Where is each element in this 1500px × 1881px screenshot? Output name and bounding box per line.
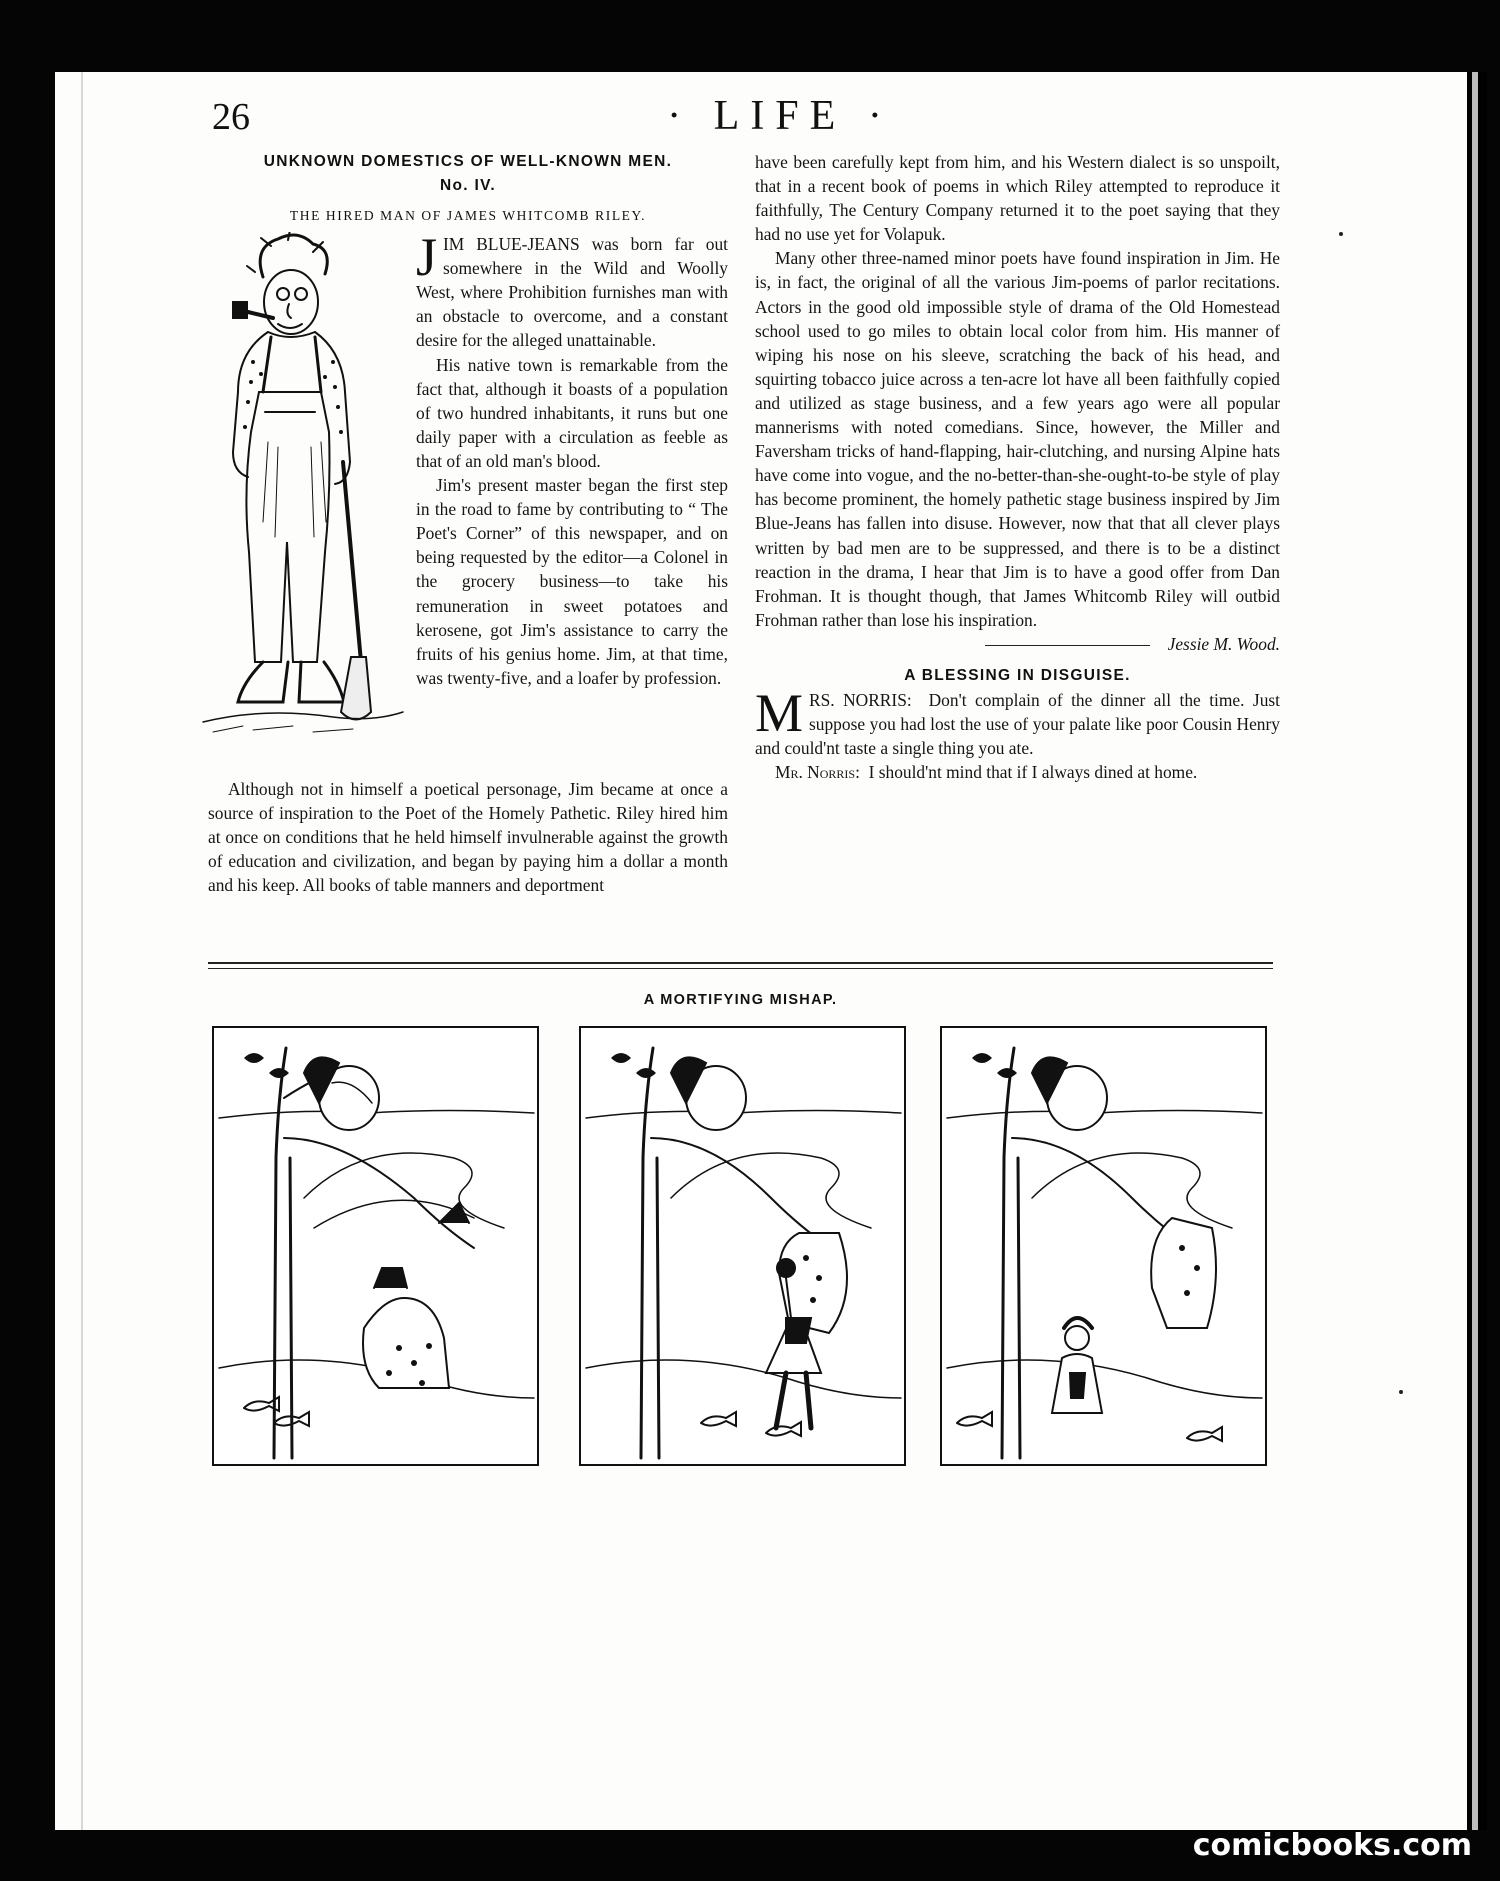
comic-panel-1-drawing: [214, 1028, 537, 1464]
speaker-mr-norris: Mr. Norris:: [775, 762, 860, 783]
article-headline: UNKNOWN DOMESTICS OF WELL-KNOWN MEN.: [263, 153, 673, 170]
print-speck: [1399, 1390, 1403, 1394]
blessing-headline: A BLESSING IN DISGUISE.: [904, 666, 1131, 684]
dialogue-text: I should'nt mind that if I always dined at home.: [868, 762, 1198, 783]
comic-panel-2: [579, 1026, 906, 1466]
article-number: No. IV.: [440, 177, 496, 194]
article-paragraph: Many other three-named minor poets have found inspiration in Jim. He is, in fact, the original of all the various Jim-poems of parlor recitations. Actors in the good old impossible style of drama of the Old Homestead school used to go miles to obtain local color from him. His manner of wiping his nose on his sleeve, scratching the back of his head, and squirting tobacco juice across a ten-acre lot have all been faithfully copied and utilized as stage business, and a few years ago were all popular mannerisms with noted comedians. Since, however, the Miller and Faversham tricks of hand-flapping, hair-clutching, and nursing Alpine hats have come into vogue, and the no-better-than-she-ought-to-be style of play has become prominent, the homely pathetic stage business inspired by Jim Blue-Jeans has fallen into disuse. However, now that that all clever plays written by bad men are to be suppressed, and there is to be a distinct reaction in the drama, I hear that Jim is to have a good offer from Dan Frohman. It is thought though, that James Whitcomb Riley will outbid Frohman rather than lose his inspiration.: [755, 248, 1280, 630]
article-subhead: THE HIRED MAN OF JAMES WHITCOMB RILEY.: [289, 208, 647, 223]
comic-panel-3: [940, 1026, 1267, 1466]
comic-panel-2-drawing: [581, 1028, 904, 1464]
print-speck: [1339, 232, 1343, 236]
hired-man-illustration: [193, 232, 408, 777]
section-divider-thin: [208, 968, 1273, 969]
article-column-right: [755, 150, 1280, 784]
author-signature: Jessie M. Wood.: [1167, 633, 1280, 654]
drop-cap: J: [416, 227, 438, 288]
speaker-mrs-norris: RS. NORRIS:: [809, 689, 912, 710]
drop-cap-m: M: [755, 682, 804, 743]
section-divider: [208, 962, 1273, 964]
article-column-left: [208, 150, 728, 898]
page-edge-line: [81, 72, 83, 1830]
dialogue-line-1: [755, 682, 1280, 760]
comic-panel-3-drawing: [942, 1028, 1265, 1464]
article-paragraph: Jim's present master began the first step in the road to fame by contributing to “ The Poet's Corner” of this newspaper, and on being requested by the editor—a Colonel in the grocery business—to take his remuneration in sweet potatoes and kerosene, got Jim's assistance to carry the fruits of his genius home. Jim, at that time, was twenty-five, and a loafer by profession.: [416, 475, 728, 688]
article-paragraph: have been carefully kept from him, and his Western dialect is so unspoilt, that in a recent book of poems in which Riley attempted to reproduce it faithfully, The Century Company returned it to the poet saying that they had no use yet for Volapuk.: [755, 152, 1280, 245]
comic-panel-1: [212, 1026, 539, 1466]
paragraph-text: IM BLUE-JEANS was born far out somewhere in the Wild and Woolly West, where Prohibition furnishes man with an obstacle to overcome, and a constant desire for the alleged unattainable.: [416, 234, 728, 351]
article-paragraph: Although not in himself a poetical personage, Jim became at once a source of inspiration to the Poet of the Homely Pathetic. Riley hired him at once on conditions that he held himself invulnerable against the growth of education and civilization, and began by paying him a dollar a month and his keep. All books of table manners and deportment: [208, 779, 728, 896]
page-number: 26: [212, 96, 250, 138]
dialogue-line-2: [755, 760, 1280, 784]
signature-rule: [985, 645, 1150, 646]
facing-page-edge-gray: [1472, 72, 1478, 1830]
article-paragraph: His native town is remarkable from the fact that, although it boasts of a population of two hundred inhabitants, it runs but one daily paper with a circulation as feeble as that of an old man's blood.: [416, 354, 728, 471]
dialogue-text: Don't complain of the dinner all the time. Just suppose you had lost the use of your palate like poor Cousin Henry and could'nt taste a single thing you ate.: [755, 689, 1280, 759]
watermark: comicbooks.com: [1192, 1828, 1472, 1863]
comic-title: A MORTIFYING MISHAP.: [643, 992, 838, 1008]
signature-line: [755, 632, 1280, 656]
masthead: · LIFE ·: [667, 93, 893, 139]
